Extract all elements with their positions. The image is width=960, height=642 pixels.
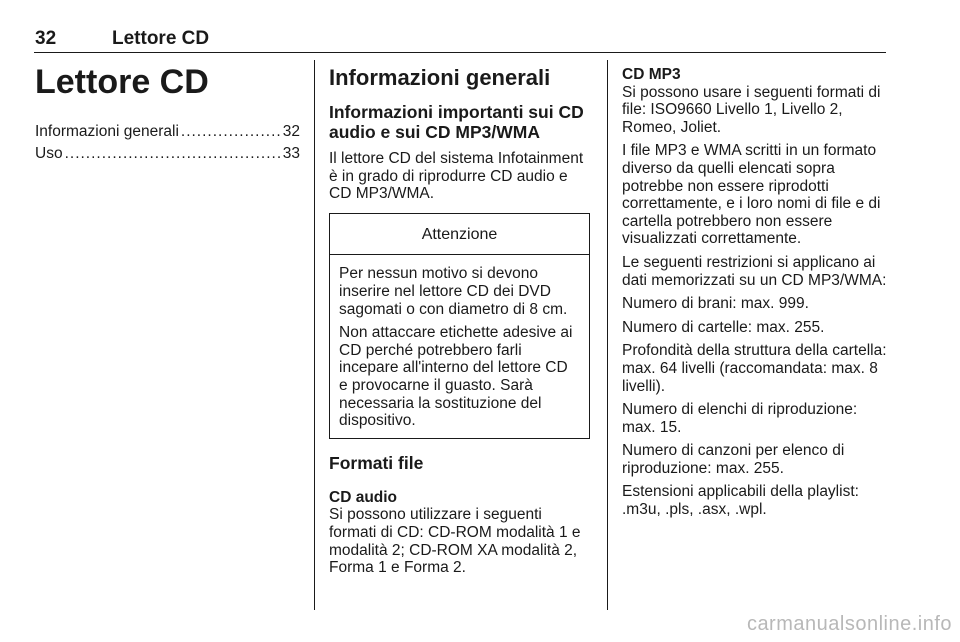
header-rule	[34, 52, 886, 53]
chapter-title: Lettore CD	[35, 63, 209, 101]
toc-leader-dots	[65, 145, 281, 163]
column-divider-1	[314, 60, 315, 610]
warning-body	[330, 255, 589, 437]
column-divider-2	[607, 60, 608, 610]
running-header-title: Lettore CD	[112, 28, 210, 49]
body-paragraph: Numero di cartelle: max. 255.	[622, 318, 825, 336]
intro-paragraph: Il lettore CD del sistema Infotainment è in grado di riprodurre CD audio e CD MP3/WMA.	[329, 150, 584, 203]
toc-entry-page: 33	[282, 144, 300, 162]
toc-entry[interactable]	[35, 123, 300, 141]
subsection-title: Informazioni importanti sui CD audio e sui CD MP3/WMA	[329, 102, 584, 142]
cd-audio-text: Si possono utilizzare i seguenti formati di CD: CD-ROM modalità 1 e modalità 2; CD-ROM XA modalità 2, Forma 1 e Forma 2.	[329, 506, 581, 577]
body-paragraph: Si possono usare i seguenti formati di file: ISO9660 Livello 1, Livello 2, Romeo, Joliet.	[622, 83, 881, 136]
cd-mp3-title: CD MP3	[622, 66, 681, 83]
watermark: carmanualsonline.info	[746, 613, 952, 635]
body-paragraph: Profondità della struttura della cartella: max. 64 livelli (raccomandata: max. 8 livelli).	[622, 342, 887, 395]
toc-entry-label: Informazioni generali	[35, 123, 179, 140]
toc-entry-page: 32	[282, 123, 300, 140]
page-number: 32	[35, 28, 57, 49]
warning-paragraph: Per nessun motivo si devono inserire nel lettore CD dei DVD sagomati o con diametro di 8 cm.	[339, 265, 568, 318]
body-paragraph: Numero di canzoni per elenco di riproduzione: max. 255.	[622, 442, 845, 477]
body-paragraph: I file MP3 e WMA scritti in un formato diverso da quelli elencati sopra potrebbe non essere riprodotti correttamente, e i loro nomi di file e di cartella potrebbero non essere visualizzati correttamente.	[622, 142, 881, 248]
cd-audio-title: CD audio	[329, 488, 398, 506]
body-paragraph: Le seguenti restrizioni si applicano ai dati memorizzati su un CD MP3/WMA:	[622, 253, 887, 289]
warning-paragraph: Non attaccare etichette adesive ai CD perché potrebbero farli incepare all'interno del lettore CD e provocarne il guasto. Sarà necessaria la sostituzione del dispositivo.	[339, 324, 573, 430]
toc-column	[35, 62, 300, 166]
body-paragraph: Numero di elenchi di riproduzione: max. 15.	[622, 401, 858, 436]
content-column-2	[329, 62, 590, 583]
warning-title: Attenzione	[330, 214, 589, 256]
formats-heading: Formati file	[329, 452, 424, 473]
toc-entry-label: Uso	[35, 144, 63, 162]
body-paragraph: Numero di brani: max. 999.	[622, 295, 809, 313]
warning-box	[329, 213, 590, 439]
toc-leader-dots	[181, 123, 281, 141]
content-column-3	[622, 66, 888, 525]
toc-entry[interactable]	[35, 145, 300, 163]
body-paragraph: Estensioni applicabili della playlist: .m3u, .pls, .asx, .wpl.	[622, 483, 859, 519]
cd-audio-block	[329, 489, 590, 577]
section-title: Informazioni generali	[329, 65, 551, 90]
